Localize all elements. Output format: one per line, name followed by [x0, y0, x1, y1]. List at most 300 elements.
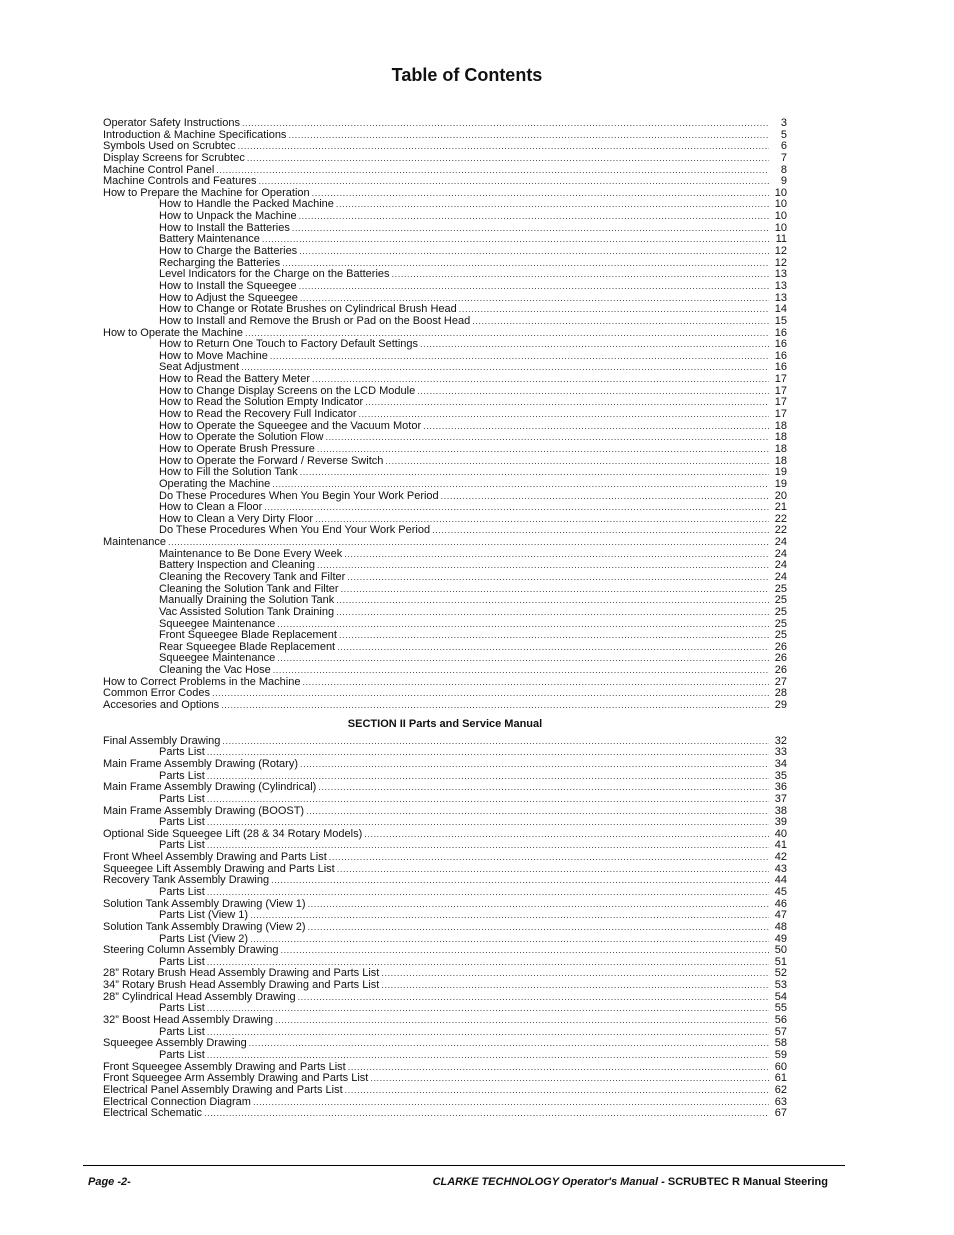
toc-entry[interactable] — [103, 899, 787, 911]
toc-entry[interactable] — [103, 572, 787, 584]
toc-entry-title: Machine Controls and Features — [103, 176, 257, 188]
toc-entry-page: 8 — [780, 164, 787, 176]
toc-leader-dots — [459, 304, 769, 316]
toc-entry-page: 18 — [774, 443, 787, 455]
toc-entry-page: 44 — [774, 875, 787, 887]
toc-entry[interactable] — [103, 1073, 787, 1085]
toc-entry-page: 21 — [774, 502, 787, 514]
toc-leader-dots — [347, 572, 769, 584]
toc-entry-title: Solution Tank Assembly Drawing (View 2) — [103, 921, 306, 933]
toc-entry[interactable] — [103, 1097, 787, 1109]
toc-entry-title: Squeegee Lift Assembly Drawing and Parts List — [103, 863, 335, 875]
toc-leader-dots — [273, 665, 769, 677]
toc-entry-title: Parts List — [159, 887, 205, 898]
toc-leader-dots — [317, 560, 769, 572]
toc-entry-page: 49 — [774, 933, 787, 945]
toc-entry[interactable] — [103, 316, 787, 328]
toc-entry[interactable] — [103, 759, 787, 771]
section-heading: SECTION II Parts and Service Manual — [347, 717, 543, 730]
toc-entry-page: 13 — [774, 280, 787, 292]
toc-entry-title: Squeegee Maintenance — [159, 618, 276, 630]
toc-entry-title: Steering Column Assembly Drawing — [103, 945, 279, 957]
toc-entry-page: 18 — [774, 432, 787, 444]
toc-entry[interactable] — [103, 491, 787, 503]
toc-entry-page: 59 — [774, 1049, 787, 1061]
toc-entry-title: Recovery Tank Assembly Drawing — [103, 875, 270, 887]
toc-entry-page: 22 — [774, 513, 787, 525]
toc-entry[interactable] — [103, 432, 787, 444]
toc-entry[interactable] — [103, 362, 787, 374]
toc-entry-page: 24 — [774, 548, 787, 560]
toc-entry-page: 7 — [780, 152, 787, 164]
toc-leader-dots — [392, 269, 769, 281]
toc-entry-title: How to Operate Brush Pressure — [159, 443, 315, 455]
toc-entry-page: 17 — [774, 397, 787, 409]
toc-entry[interactable] — [103, 293, 787, 305]
footer-divider — [83, 1165, 845, 1166]
toc-entry-page: 9 — [780, 176, 787, 188]
toc-entry-title: Manually Draining the Solution Tank — [159, 595, 335, 607]
toc-leader-dots — [250, 910, 769, 922]
toc-entry[interactable] — [103, 176, 787, 188]
toc-entry-title: Electrical Panel Assembly Drawing and Parts List — [103, 1084, 343, 1096]
toc-entry-title: How to Unpack the Machine — [159, 211, 297, 223]
toc-leader-dots — [336, 595, 769, 607]
toc-leader-dots — [271, 875, 769, 887]
toc-entry-title: Solution Tank Assembly Drawing (View 1) — [103, 898, 306, 910]
toc-leader-dots — [344, 549, 769, 561]
toc-leader-dots — [207, 887, 769, 899]
toc-entry-page: 14 — [774, 304, 787, 316]
toc-entry[interactable] — [103, 1085, 787, 1097]
toc-entry[interactable] — [103, 421, 787, 433]
toc-leader-dots — [315, 514, 769, 526]
toc-entry-page: 15 — [774, 315, 787, 327]
toc-entry-page: 32 — [774, 735, 787, 747]
toc-leader-dots — [441, 491, 769, 503]
toc-entry-page: 25 — [774, 606, 787, 618]
toc-entry[interactable] — [103, 199, 787, 211]
toc-entry-title: How to Install and Remove the Brush or Pad on the Boost Head — [159, 315, 471, 327]
toc-entry-title: Cleaning the Vac Hose — [159, 665, 271, 677]
toc-entry-title: How to Install the Batteries — [159, 222, 290, 234]
toc-entry[interactable] — [103, 771, 787, 783]
toc-entry-page: 61 — [774, 1073, 787, 1085]
toc-leader-dots — [270, 351, 769, 363]
toc-leader-dots — [381, 968, 769, 980]
toc-leader-dots — [341, 584, 769, 596]
toc-leader-dots — [318, 782, 769, 794]
toc-leader-dots — [300, 759, 769, 771]
toc-entry-title: How to Read the Solution Empty Indicator — [159, 397, 364, 409]
toc-leader-dots — [207, 771, 769, 783]
toc-leader-dots — [207, 1003, 769, 1015]
toc-leader-dots — [364, 829, 769, 841]
toc-entry[interactable] — [103, 269, 787, 281]
toc-entry-page: 13 — [774, 269, 787, 281]
toc-entry-title: How to Change Display Screens on the LCD Module — [159, 385, 416, 397]
toc-leader-dots — [207, 1027, 769, 1039]
toc-entry-page: 10 — [774, 187, 787, 199]
toc-entry-page: 24 — [774, 537, 787, 549]
toc-entry-page: 34 — [774, 758, 787, 770]
toc-entry-page: 56 — [774, 1015, 787, 1027]
toc-entry-page: 25 — [774, 583, 787, 595]
toc-entry-page: 48 — [774, 921, 787, 933]
toc-entry-title: Electrical Schematic — [103, 1108, 203, 1120]
toc-entry[interactable] — [103, 560, 787, 572]
toc-entry-title: Operator Safety Instructions — [103, 118, 240, 129]
toc-entry-title: Recharging the Batteries — [159, 257, 281, 269]
toc-entry[interactable] — [103, 817, 787, 829]
footer-manual-title — [433, 1176, 828, 1188]
toc-entry[interactable] — [103, 1050, 787, 1062]
toc-entry-title: Cleaning the Solution Tank and Filter — [159, 583, 339, 595]
toc-entry[interactable] — [103, 444, 787, 456]
toc-entry-page: 24 — [774, 560, 787, 572]
toc-entry[interactable] — [103, 806, 787, 818]
toc-leader-dots — [420, 339, 769, 351]
toc-entry-title: Main Frame Assembly Drawing (Cylindrical) — [103, 782, 317, 794]
toc-entry-title: How to Clean a Very Dirty Floor — [159, 513, 314, 525]
toc-entry[interactable] — [103, 514, 787, 526]
toc-entry-title: Parts List — [159, 840, 205, 852]
toc-entry-title: Parts List — [159, 1049, 205, 1061]
toc-entry[interactable] — [103, 736, 787, 748]
toc-entry[interactable] — [103, 479, 787, 491]
toc-entry-title: 28” Cylindrical Head Assembly Drawing — [103, 991, 296, 1003]
toc-entry-page: 50 — [774, 945, 787, 957]
toc-leader-dots — [302, 677, 769, 689]
footer-page-number: Page -2- — [88, 1176, 131, 1188]
toc-leader-dots — [472, 316, 769, 328]
toc-entry[interactable] — [103, 537, 787, 549]
toc-leader-dots — [275, 1015, 769, 1027]
toc-entry-page: 29 — [774, 700, 787, 712]
toc-entry-page: 45 — [774, 887, 787, 898]
toc-entry-title: Maintenance to Be Done Every Week — [159, 548, 343, 560]
toc-entry-page: 52 — [774, 968, 787, 980]
toc-entry[interactable] — [103, 467, 787, 479]
toc-entry-title: How to Install the Squeegee — [159, 280, 297, 292]
toc-entry[interactable] — [103, 1015, 787, 1027]
toc-entry-title: Symbols Used on Scrubtec — [103, 141, 236, 153]
toc-entry[interactable] — [103, 1027, 787, 1039]
toc-entry[interactable] — [103, 351, 787, 363]
toc-leader-dots — [299, 211, 769, 223]
toc-leader-dots — [336, 199, 769, 211]
toc-leader-dots — [222, 736, 769, 748]
toc-entry[interactable] — [103, 595, 787, 607]
toc-entry[interactable] — [103, 700, 787, 712]
toc-entry-title: How to Move Machine — [159, 350, 268, 362]
toc-entry[interactable] — [103, 549, 787, 561]
toc-entry-title: Squeegee Assembly Drawing — [103, 1038, 247, 1050]
toc-entry-page: 39 — [774, 817, 787, 829]
toc-leader-dots — [258, 176, 769, 188]
toc-entry[interactable] — [103, 630, 787, 642]
toc-leader-dots — [308, 899, 769, 911]
toc-entry-page: 17 — [774, 385, 787, 397]
toc-entry[interactable] — [103, 992, 787, 1004]
toc-entry-title: Parts List — [159, 793, 205, 805]
toc-leader-dots — [300, 467, 769, 479]
toc-entry-page: 35 — [774, 770, 787, 782]
toc-entry[interactable] — [103, 642, 787, 654]
toc-entry-page: 16 — [774, 339, 787, 351]
toc-leader-dots — [298, 992, 769, 1004]
toc-leader-dots — [365, 397, 769, 409]
toc-entry-page: 51 — [774, 956, 787, 968]
toc-entry-title: Introduction & Machine Specifications — [103, 129, 287, 141]
toc-entry[interactable] — [103, 223, 787, 235]
toc-leader-dots — [337, 864, 769, 876]
toc-leader-dots — [339, 630, 769, 642]
toc-entry[interactable] — [103, 968, 787, 980]
toc-section-operator — [103, 118, 787, 712]
toc-entry-page: 38 — [774, 805, 787, 817]
toc-entry-title: How to Operate the Squeegee and the Vacuum Motor — [159, 420, 422, 432]
toc-entry[interactable] — [103, 1003, 787, 1015]
toc-leader-dots — [358, 409, 769, 421]
toc-leader-dots — [417, 386, 769, 398]
toc-entry[interactable] — [103, 934, 787, 946]
toc-leader-dots — [241, 362, 769, 374]
toc-entry-title: Operating the Machine — [159, 478, 271, 490]
toc-entry-page: 28 — [774, 688, 787, 700]
toc-entry-title: 34” Rotary Brush Head Assembly Drawing and Parts List — [103, 980, 380, 992]
toc-entry-page: 54 — [774, 991, 787, 1003]
toc-entry-title: Vac Assisted Solution Tank Draining — [159, 606, 335, 618]
toc-entry-page: 67 — [774, 1108, 787, 1120]
toc-leader-dots — [370, 1073, 769, 1085]
toc-entry[interactable] — [103, 456, 787, 468]
toc-leader-dots — [329, 852, 769, 864]
toc-entry[interactable] — [103, 281, 787, 293]
toc-leader-dots — [264, 502, 769, 514]
toc-entry[interactable] — [103, 887, 787, 899]
toc-leader-dots — [300, 293, 769, 305]
toc-entry[interactable] — [103, 922, 787, 934]
toc-entry-title: How to Prepare the Machine for Operation — [103, 187, 310, 199]
toc-entry-page: 16 — [774, 350, 787, 362]
toc-entry[interactable] — [103, 211, 787, 223]
toc-entry-page: 13 — [774, 292, 787, 304]
toc-leader-dots — [280, 945, 769, 957]
toc-entry-title: Final Assembly Drawing — [103, 735, 221, 747]
toc-entry-title: How to Handle the Packed Machine — [159, 199, 334, 211]
toc-entry[interactable] — [103, 1062, 787, 1074]
toc-entry-title: Parts List (View 1) — [159, 910, 249, 922]
table-of-contents — [103, 118, 787, 1120]
toc-entry-page: 57 — [774, 1026, 787, 1038]
toc-entry[interactable] — [103, 957, 787, 969]
toc-entry-page: 42 — [774, 852, 787, 864]
toc-entry-title: Parts List — [159, 747, 205, 759]
toc-leader-dots — [212, 688, 769, 700]
toc-entry-title: Cleaning the Recovery Tank and Filter — [159, 571, 346, 583]
toc-entry-title: Common Error Codes — [103, 688, 210, 700]
toc-entry-page: 40 — [774, 828, 787, 840]
toc-leader-dots — [348, 1062, 769, 1074]
toc-entry-title: How to Change or Rotate Brushes on Cylindrical Brush Head — [159, 304, 457, 316]
toc-entry[interactable] — [103, 945, 787, 957]
toc-entry[interactable] — [103, 246, 787, 258]
toc-leader-dots — [238, 141, 769, 153]
toc-entry[interactable] — [103, 840, 787, 852]
toc-entry-page: 53 — [774, 980, 787, 992]
toc-entry-page: 10 — [774, 199, 787, 211]
toc-entry-page: 26 — [774, 653, 787, 665]
toc-entry-title: Battery Maintenance — [159, 234, 260, 246]
toc-entry[interactable] — [103, 1038, 787, 1050]
toc-entry-title: Front Squeegee Blade Replacement — [159, 630, 337, 642]
toc-entry-title: Maintenance — [103, 537, 166, 549]
toc-entry-title: Squeegee Maintenance — [159, 653, 276, 665]
toc-entry[interactable] — [103, 747, 787, 759]
toc-leader-dots — [336, 607, 769, 619]
toc-leader-dots — [381, 980, 769, 992]
toc-leader-dots — [325, 432, 769, 444]
toc-leader-dots — [345, 1085, 769, 1097]
toc-entry-page: 41 — [774, 840, 787, 852]
toc-leader-dots — [308, 922, 769, 934]
toc-entry[interactable] — [103, 502, 787, 514]
toc-entry[interactable] — [103, 188, 787, 200]
toc-entry[interactable] — [103, 234, 787, 246]
toc-entry[interactable] — [103, 374, 787, 386]
toc-entry-title: How to Adjust the Squeegee — [159, 292, 298, 304]
toc-entry-page: 18 — [774, 420, 787, 432]
toc-entry-page: 26 — [774, 641, 787, 653]
toc-entry[interactable] — [103, 688, 787, 700]
toc-entry-page: 26 — [774, 665, 787, 677]
toc-entry-page: 17 — [774, 409, 787, 421]
toc-entry-page: 43 — [774, 863, 787, 875]
toc-entry-page: 5 — [780, 129, 787, 141]
toc-entry-page: 6 — [780, 141, 787, 153]
toc-entry-page: 20 — [774, 490, 787, 502]
toc-leader-dots — [312, 188, 769, 200]
footer-model-name: SCRUBTEC R Manual Steering — [667, 1176, 828, 1188]
toc-entry[interactable] — [103, 980, 787, 992]
toc-entry[interactable] — [103, 339, 787, 351]
toc-entry-page: 18 — [774, 455, 787, 467]
toc-entry[interactable] — [103, 525, 787, 537]
toc-leader-dots — [385, 456, 769, 468]
toc-leader-dots — [250, 934, 769, 946]
toc-entry[interactable] — [103, 118, 787, 130]
toc-leader-dots — [207, 747, 769, 759]
toc-entry-title: Front Wheel Assembly Drawing and Parts List — [103, 852, 327, 864]
toc-entry-title: Seat Adjustment — [159, 362, 240, 374]
toc-entry[interactable] — [103, 619, 787, 631]
toc-entry-page: 27 — [774, 676, 787, 688]
toc-entry[interactable] — [103, 677, 787, 689]
toc-leader-dots — [292, 223, 769, 235]
toc-entry-page: 55 — [774, 1003, 787, 1015]
toc-entry[interactable] — [103, 153, 787, 165]
toc-leader-dots — [272, 479, 769, 491]
toc-entry-title: How to Read the Recovery Full Indicator — [159, 409, 357, 421]
toc-leader-dots — [245, 328, 769, 340]
toc-entry[interactable] — [103, 829, 787, 841]
toc-entry[interactable] — [103, 794, 787, 806]
toc-entry[interactable] — [103, 328, 787, 340]
toc-entry-title: How to Operate the Solution Flow — [159, 432, 324, 444]
toc-leader-dots — [277, 619, 769, 631]
toc-entry[interactable] — [103, 386, 787, 398]
toc-entry-title: How to Read the Battery Meter — [159, 374, 311, 386]
toc-entry[interactable] — [103, 130, 787, 142]
toc-leader-dots — [207, 794, 769, 806]
toc-entry[interactable] — [103, 607, 787, 619]
toc-entry-title: Main Frame Assembly Drawing (BOOST) — [103, 805, 305, 817]
toc-leader-dots — [207, 840, 769, 852]
toc-entry[interactable] — [103, 258, 787, 270]
toc-leader-dots — [221, 700, 769, 712]
toc-entry[interactable] — [103, 665, 787, 677]
toc-entry-title: Main Frame Assembly Drawing (Rotary) — [103, 758, 298, 770]
toc-entry-title: Parts List — [159, 956, 205, 968]
toc-entry-title: 28” Rotary Brush Head Assembly Drawing and Parts List — [103, 968, 380, 980]
toc-entry-page: 12 — [774, 246, 787, 258]
toc-entry[interactable] — [103, 1108, 787, 1120]
toc-leader-dots — [282, 258, 769, 270]
toc-entry[interactable] — [103, 584, 787, 596]
toc-entry-page: 25 — [774, 618, 787, 630]
toc-entry-page: 19 — [774, 467, 787, 479]
toc-entry[interactable] — [103, 782, 787, 794]
toc-entry-page: 17 — [774, 374, 787, 386]
toc-entry-title: Display Screens for Scrubtec — [103, 152, 245, 164]
toc-leader-dots — [288, 130, 769, 142]
toc-entry-title: Do These Procedures When You Begin Your Work Period — [159, 490, 439, 502]
toc-entry-title: How to Correct Problems in the Machine — [103, 676, 301, 688]
toc-entry-title: Electrical Connection Diagram — [103, 1096, 251, 1108]
toc-leader-dots — [207, 957, 769, 969]
toc-entry[interactable] — [103, 141, 787, 153]
toc-entry-page: 22 — [774, 525, 787, 537]
toc-entry[interactable] — [103, 910, 787, 922]
toc-entry-page: 58 — [774, 1038, 787, 1050]
toc-leader-dots — [312, 374, 769, 386]
toc-entry-title: How to Fill the Solution Tank — [159, 467, 298, 479]
toc-entry[interactable] — [103, 165, 787, 177]
toc-entry-page: 12 — [774, 257, 787, 269]
toc-entry-page: 63 — [774, 1096, 787, 1108]
toc-leader-dots — [207, 1050, 769, 1062]
toc-leader-dots — [207, 817, 769, 829]
toc-entry[interactable] — [103, 409, 787, 421]
toc-leader-dots — [317, 444, 769, 456]
toc-leader-dots — [242, 118, 769, 130]
toc-entry-title: Parts List — [159, 817, 205, 829]
toc-entry[interactable] — [103, 864, 787, 876]
toc-entry-title: How to Operate the Forward / Reverse Switch — [159, 455, 384, 467]
toc-entry-page: 10 — [774, 222, 787, 234]
toc-entry-title: How to Clean a Floor — [159, 502, 263, 514]
toc-entry[interactable] — [103, 397, 787, 409]
toc-entry-title: Parts List — [159, 1026, 205, 1038]
toc-entry-title: Do These Procedures When You End Your Work Period — [159, 525, 431, 537]
toc-entry[interactable] — [103, 653, 787, 665]
toc-entry[interactable] — [103, 875, 787, 887]
toc-leader-dots — [249, 1038, 769, 1050]
toc-leader-dots — [216, 165, 769, 177]
toc-entry[interactable] — [103, 852, 787, 864]
toc-entry[interactable] — [103, 304, 787, 316]
